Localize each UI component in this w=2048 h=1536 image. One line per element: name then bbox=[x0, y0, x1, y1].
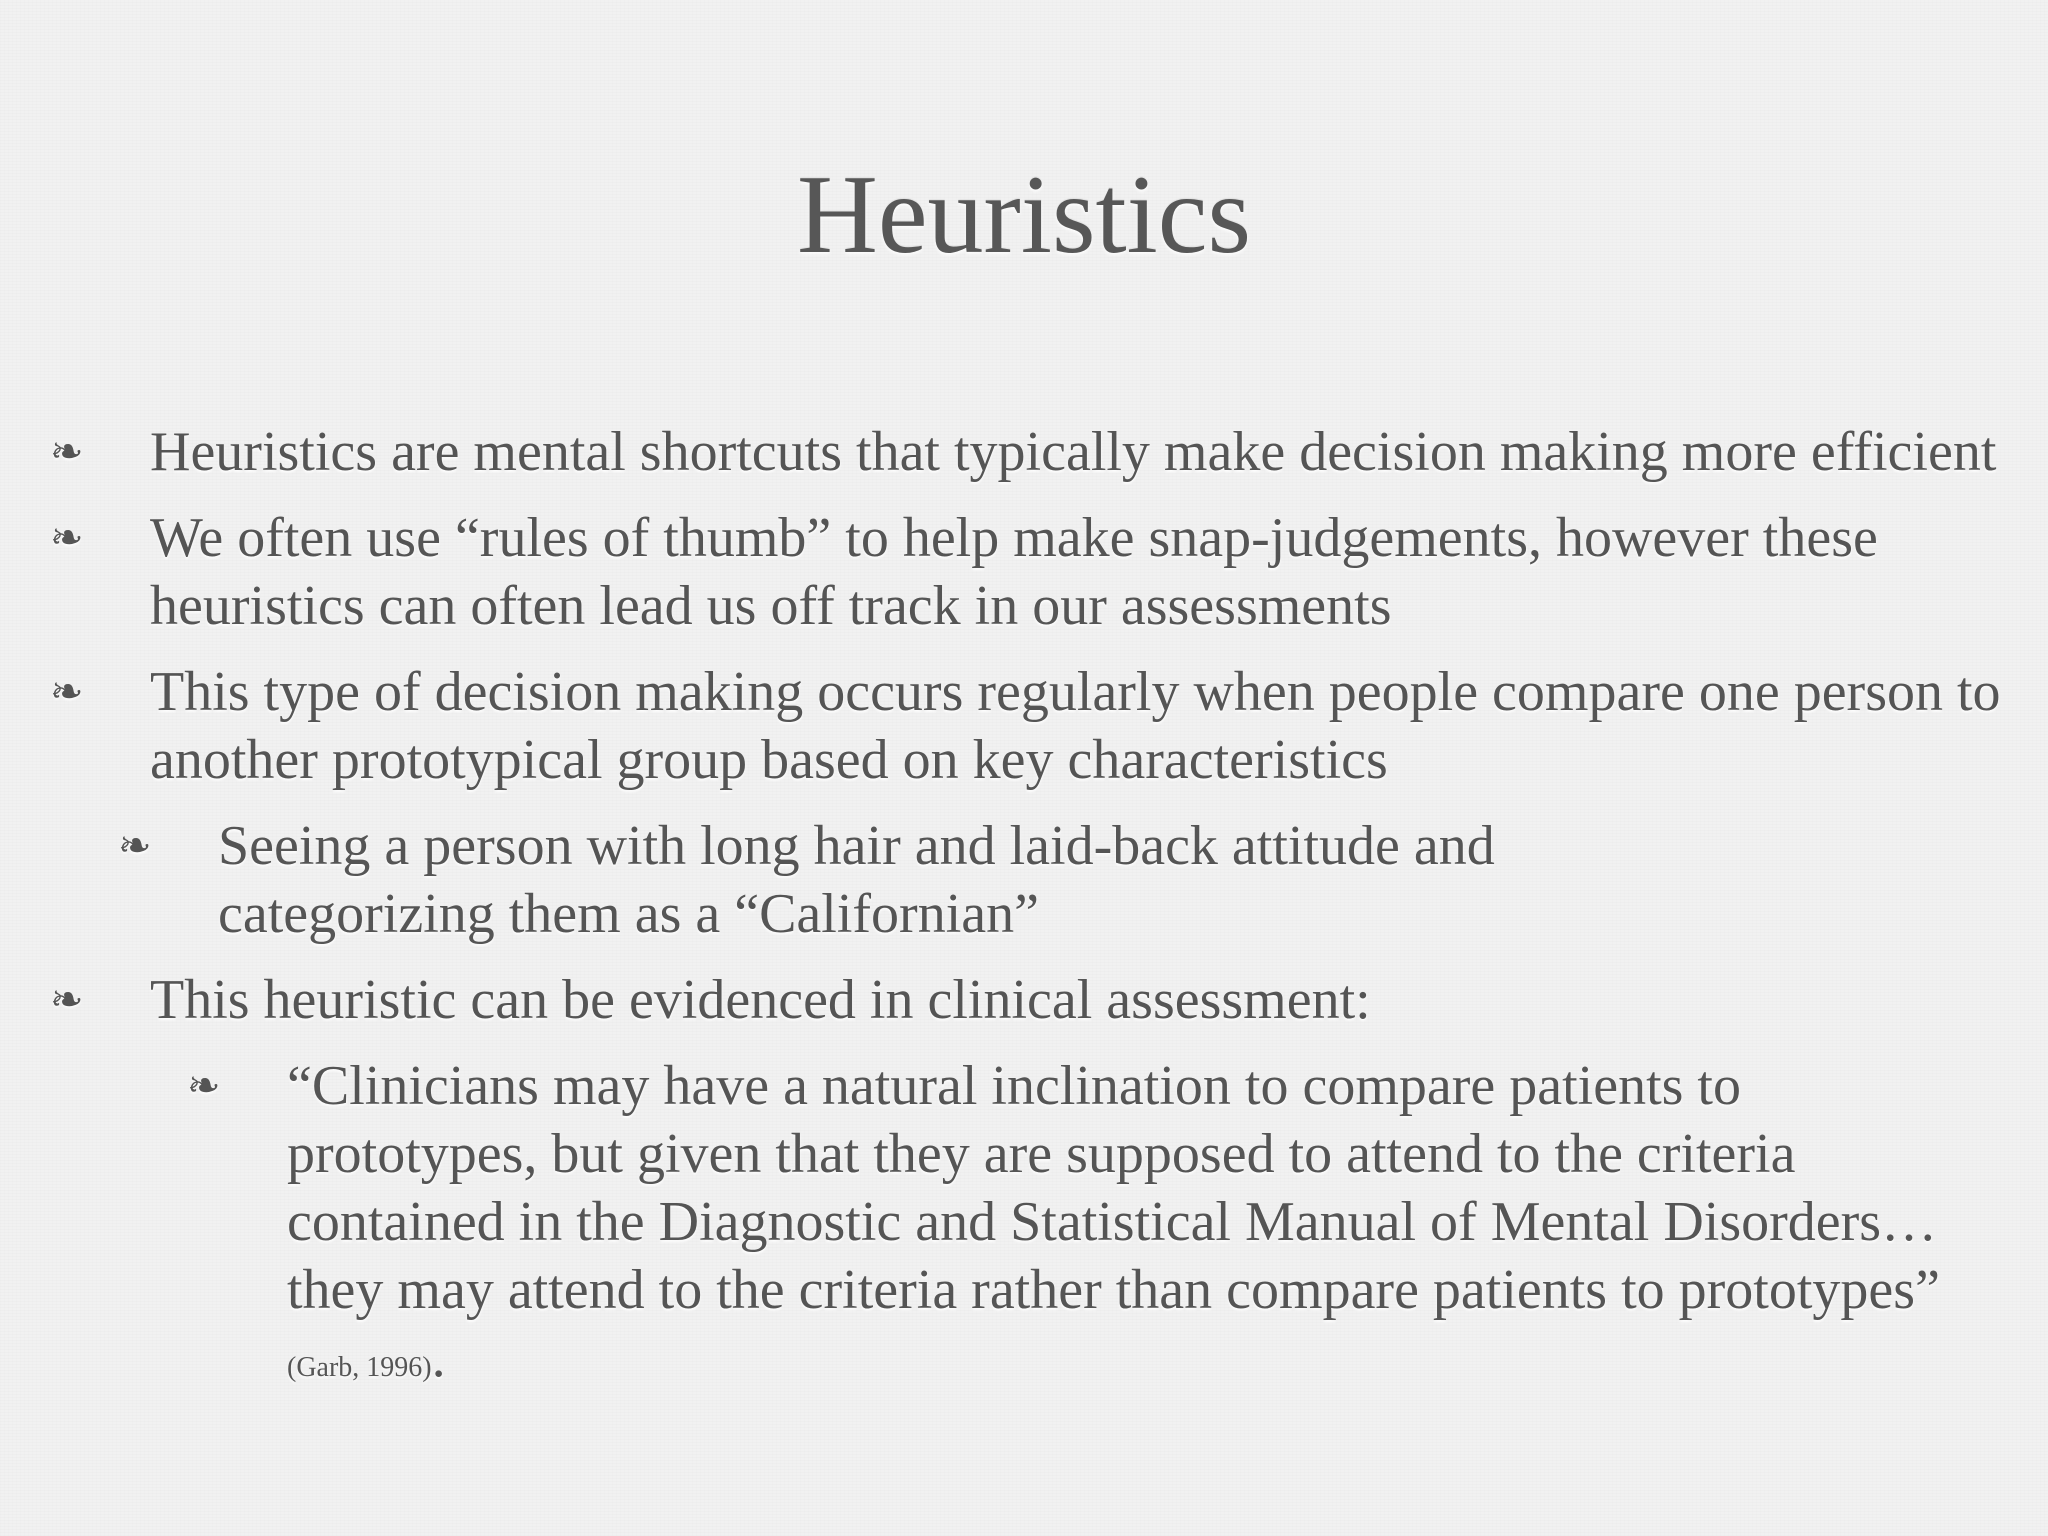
fleuron-bullet-icon: ❧ bbox=[50, 669, 84, 714]
bullet-item bbox=[0, 966, 2010, 1034]
fleuron-bullet-icon: ❧ bbox=[187, 1063, 221, 1108]
bullet-item bbox=[0, 658, 2010, 794]
fleuron-bullet-icon: ❧ bbox=[50, 977, 84, 1022]
bullet-text: Heuristics are mental shortcuts that typically make decision making more efficient bbox=[150, 421, 1997, 483]
bullet-item bbox=[0, 418, 2010, 486]
fleuron-bullet-icon: ❧ bbox=[50, 515, 84, 560]
sub-bullet-item bbox=[0, 812, 1718, 948]
fleuron-bullet-icon: ❧ bbox=[118, 823, 152, 868]
sub-bullet-text: Seeing a person with long hair and laid-back attitude and categorizing them as a “Californian” bbox=[218, 815, 1495, 945]
citation: (Garb, 1996) bbox=[287, 1352, 432, 1383]
bullet-list bbox=[0, 418, 2048, 1402]
bullet-text: This heuristic can be evidenced in clinical assessment: bbox=[150, 969, 1371, 1031]
quote-text: “Clinicians may have a natural inclination to compare patients to prototypes, but given that they are supposed to attend to the criteria contained in the Diagnostic and Statistical Manual of Mental Disorders…they may attend to the criteria rather than compare patients to prototypes” bbox=[287, 1055, 1940, 1321]
fleuron-bullet-icon: ❧ bbox=[50, 429, 84, 474]
quote-end-punctuation: . bbox=[431, 1327, 446, 1389]
slide-title: Heuristics bbox=[796, 153, 1252, 277]
bullet-item bbox=[0, 504, 2010, 640]
bullet-text: This type of decision making occurs regularly when people compare one person to another prototypical group based on key characteristics bbox=[150, 661, 2001, 791]
bullet-text: We often use “rules of thumb” to help make snap-judgements, however these heuristics can often lead us off track in our assessments bbox=[150, 507, 1878, 637]
quote-bullet-item bbox=[0, 1052, 1967, 1402]
